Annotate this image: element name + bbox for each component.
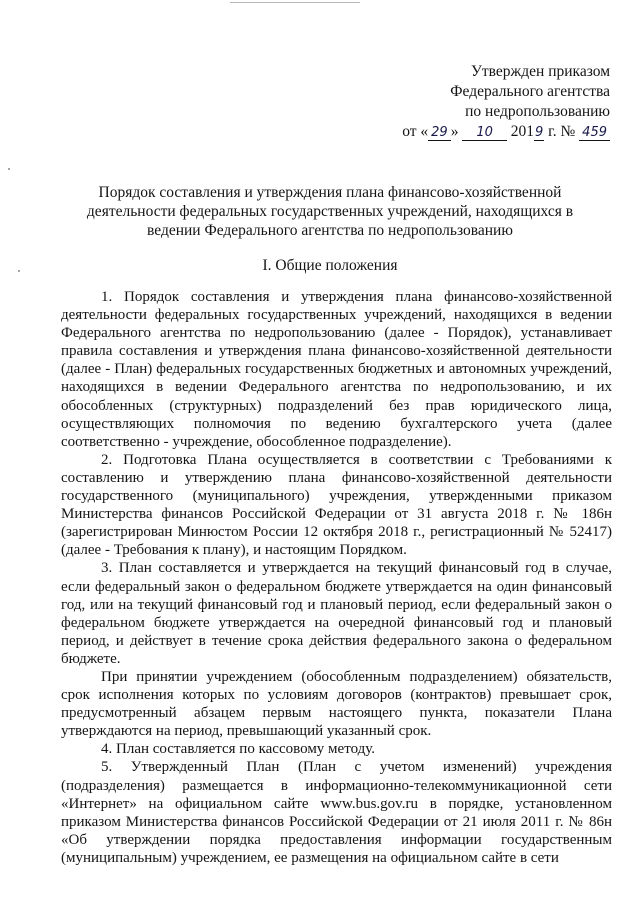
scan-speck	[8, 168, 10, 170]
document-body	[61, 288, 612, 867]
approval-date-line	[402, 122, 610, 142]
handwritten-order-number: 459	[579, 125, 610, 141]
handwritten-day: 29	[428, 125, 451, 141]
paragraph: 5. Утвержденный План (План с учетом изменений) учреждения (подразделения) размещается в информационно-телекоммуникационной сети «Интернет» на официальном сайте www.bus.gov.ru в порядке, установленном приказом Министерства финансов Российской Федерации от 21 июля 2011 г. № 86н «Об утверждении порядка предоставления информации государственным (муниципальным) учреждением, ее размещения на официальном сайте в сети	[61, 759, 612, 866]
scan-edge-line	[230, 2, 360, 3]
year-prefix: 201	[510, 123, 534, 140]
paragraph: 3. План составляется и утверждается на текущий финансовый год в случае, если федеральный закон о федеральном бюджете утверждается на один финансовый год, или на текущий финансовый год и плановый период, если федеральный закон о федеральном бюджете утверждается на очередной финансовый год и плановый период, и действует в течение срока действия федерального закона о федеральном бюджете.	[61, 560, 612, 667]
handwritten-month: 10	[462, 125, 507, 141]
scan-speck	[18, 270, 20, 272]
number-label: г. №	[548, 123, 576, 140]
approval-line: по недропользованию	[465, 103, 610, 120]
paragraph: 4. План составляется по кассовому методу.	[101, 741, 376, 758]
approval-line: Федерального агентства	[450, 83, 610, 100]
handwritten-year-digit: 9	[534, 125, 544, 140]
document-title: Порядок составления и утверждения плана финансово-хозяйственной деятельности федеральных государственных учреждений, находящихся в ведении Федерального агентства по недропользованию	[86, 184, 574, 239]
date-separator: »	[450, 123, 459, 140]
paragraph: 1. Порядок составления и утверждения плана финансово-хозяйственной деятельности федеральных государственных учреждений, находящихся в ведении Федерального агентства по недропользованию (далее - Порядок), устанавливает правила составления и утверждения плана финансово-хозяйственной деятельности (далее - План) федеральных государственных бюджетных и автономных учреждений, находящихся в ведении Федерального агентства по недропользованию, и их обособленных (структурных) подразделений без прав юридического лица, осуществляющих полномочия по ведению бухгалтерского учета (далее соответственно - учреждение, обособленное подразделение).	[61, 289, 612, 450]
section-heading: I. Общие положения	[262, 257, 398, 274]
paragraph: 2. Подготовка Плана осуществляется в соответствии с Требованиями к составлению и утверждению плана финансово-хозяйственной деятельности государственного (муниципального) учреждения, утвержденными приказом Министерства финансов Российской Федерации от 31 августа 2018 г. № 186н (зарегистрирован Минюстом России 12 октября 2018 г., регистрационный № 52417) (далее - Требования к плану), и настоящим Порядком.	[61, 451, 612, 559]
paragraph: При принятии учреждением (обособленным подразделением) обязательств, срок исполнения которых по условиям договоров (контрактов) превышает срок, предусмотренный абзацем первым настоящего пункта, показатели Плана утверждаются на период, превышающий указанный срок.	[61, 668, 612, 740]
approval-stamp-block	[402, 62, 610, 142]
date-prefix: от «	[402, 123, 429, 140]
approval-line: Утвержден приказом	[470, 63, 610, 80]
